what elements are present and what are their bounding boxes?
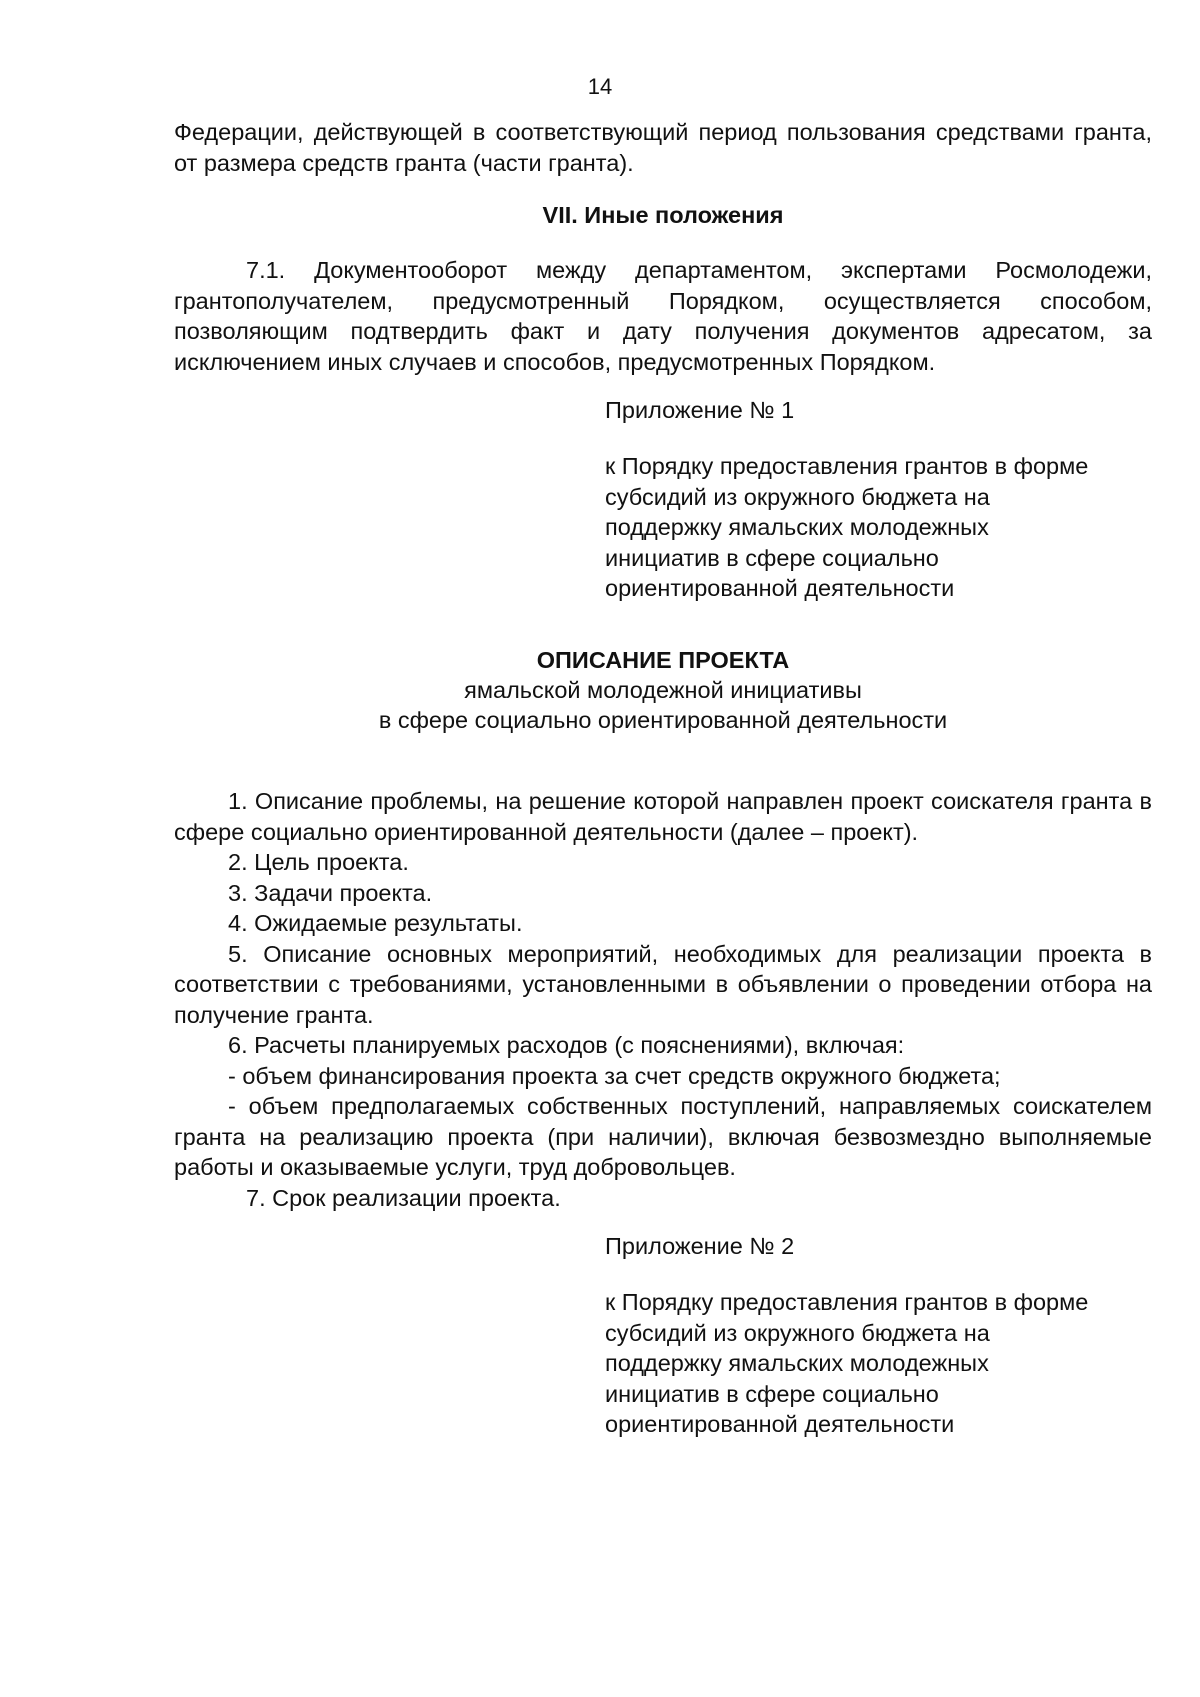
list-item: - объем финансирования проекта за счет средств окружного бюджета;: [228, 1062, 1001, 1089]
project-description-subtitle-1: ямальской молодежной инициативы: [464, 677, 862, 703]
intro-paragraph-text: Федерации, действующей в соответствующий период пользования средствами гранта, от размера средств гранта (части гранта).: [174, 119, 1152, 176]
intro-paragraph: [174, 117, 1152, 178]
list-item: 4. Ожидаемые результаты.: [228, 910, 523, 936]
appendix-1-label: Приложение № 1: [605, 397, 795, 423]
list-item: - объем предполагаемых собственных поступлений, направляемых соискателем гранта на реализацию проекта (при наличии), включая безвозмездно выполняемые работы и оказываемые услуги, труд добровольцев.: [174, 1093, 1152, 1180]
section-vii-paragraph: [174, 255, 1152, 377]
section-vii-title: VII. Иные положения: [542, 202, 784, 228]
appendix-2-label: Приложение № 2: [605, 1233, 795, 1259]
list-item: 7. Срок реализации проекта.: [246, 1184, 561, 1211]
list-item: 1. Описание проблемы, на решение которой направлен проект соискателя гранта в сфере социально ориентированной деятельности (далее – проект).: [174, 788, 1152, 845]
project-items-list: [174, 786, 1152, 1213]
list-item: 2. Цель проекта.: [228, 849, 409, 875]
list-item: 6. Расчеты планируемых расходов (с пояснениями), включая:: [228, 1032, 905, 1058]
project-description-subtitle-2: в сфере социально ориентированной деятельности: [378, 707, 948, 733]
list-item: 3. Задачи проекта.: [228, 879, 433, 906]
project-description-title: ОПИСАНИЕ ПРОЕКТА: [536, 647, 790, 673]
list-item: 5. Описание основных мероприятий, необходимых для реализации проекта в соответствии с требованиями, установленными в объявлении о проведении отбора на получение гранта.: [174, 940, 1152, 1028]
paragraph-7-1: 7.1. Документооборот между департаментом, экспертами Росмолодежи, грантополучателем, предусмотренный Порядком, осуществляется способом, позволяющим подтвердить факт и дату получения документов адресатом, за исключением иных случаев и способов, предусмотренных Порядком.: [174, 257, 1152, 375]
page-number: 14: [587, 74, 613, 99]
appendix-2-description: к Порядку предоставления грантов в форме субсидий из окружного бюджета на поддержку ямальских молодежных инициатив в сфере социально ориентированной деятельности: [605, 1289, 1089, 1437]
appendix-1-description: к Порядку предоставления грантов в форме субсидий из окружного бюджета на поддержку ямальских молодежных инициатив в сфере социально ориентированной деятельности: [605, 453, 1089, 601]
